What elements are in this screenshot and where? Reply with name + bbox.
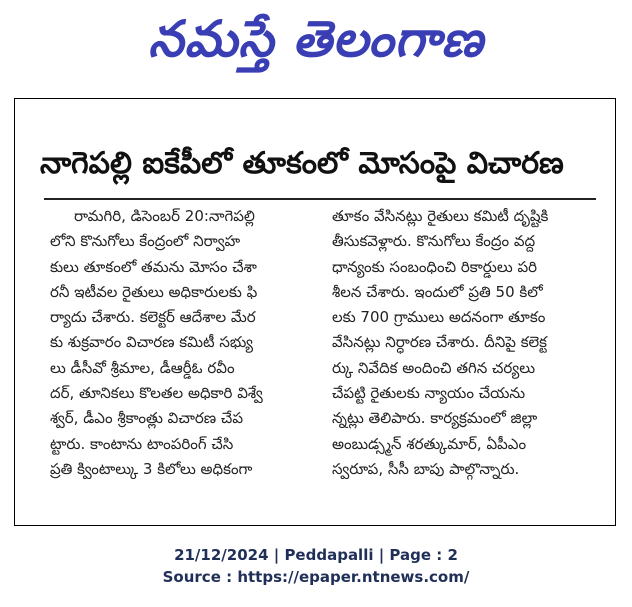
footer-date-edition-page: 21/12/2024 | Peddapalli | Page : 2 [174,546,458,564]
article-line: లు డీసీవో శ్రీమాల, డీఆర్డీఓ రవీం [50,358,235,377]
article-line: ప్రతి క్వింటాల్కు 3 కిలోలు అధికంగా [50,459,253,478]
article-line: కు శుక్రవారం విచారణ కమిటీ సభ్యు [50,333,254,352]
article-line: రామగిరి, డిసెంబర్ 20:నాగెపల్లి [74,207,255,225]
article-line: లోని కొనుగోలు కేంద్రంలో నిర్వాహ [50,232,241,251]
article-headline: నాగెపల్లి ఐకేపీలో తూకంలో మోసంపై విచారణ [40,146,564,181]
article-line: లకు 700 గ్రాములు అదనంగా తూకం [332,308,546,327]
article-line: ట్టారు. కాంటాను టాంపరింగ్ చేసి [50,434,234,453]
article-line: దర్, తూనికలు కొలతల అధికారి విశ్వే [50,384,263,403]
article-line: అంబుడ్స్మన్ శరత్కుమార్, ఏపీఎం [332,434,527,453]
article-line: చేపట్టి రైతులకు న్యాయం చేయను [332,384,526,403]
article-column-right [332,204,602,482]
article-line: తీసుకవెళ్లారు. కొనుగోలు కేంద్రం వద్ద [332,232,536,251]
article-line: రనీ ఇటీవల రైతులు అధికారులకు ఫి [50,282,258,301]
article-line: న్నట్లు తెలిపారు. కార్యక్రమంలో జిల్లా [332,409,538,428]
article-line: ర్యాదు చేశారు. కలెక్టర్ ఆదేశాల మేర [50,308,256,327]
article-line: కులు తూకంలో తమను మోసం చేశా [50,257,257,276]
article-line: తూకం వేసినట్లు రైతులు కమిటీ దృష్టికి [332,207,549,225]
article-line: ర్కు నివేదిక అందించి తగిన చర్యలు [332,358,536,377]
masthead-title: నమస్తే తెలంగాణ [148,10,484,68]
article-line: స్వరూప, సీసీ బాపు పాల్గొన్నారు. [332,459,520,478]
article-line: ధాన్యంకు సంబంధించి రికార్డులు పరి [332,257,538,276]
article-column-left [50,204,320,482]
article-line: వేసినట్లు నిర్ధారణ చేశారు. దీనిపై కలెక్ట [332,333,548,352]
article-line: శ్వర్, డీఎం శ్రీకాంత్లు విచారణ చేప [50,409,243,428]
headline-divider [44,198,596,200]
masthead [0,0,632,80]
article-line: శీలన చేశారు. ఇందులో ప్రతి 50 కిలో [332,282,543,301]
footer-source-link[interactable]: Source : https://epaper.ntnews.com/ [162,568,470,586]
